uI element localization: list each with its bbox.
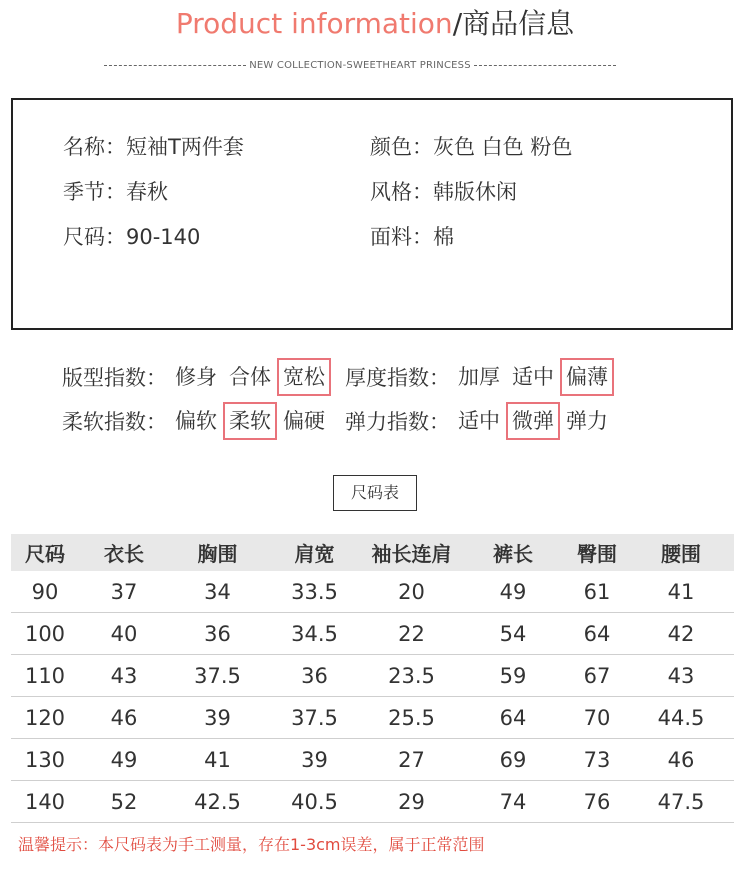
table-cell: 47.5 (657, 789, 705, 814)
table-cell: 43 (667, 663, 695, 688)
table-cell: 33.5 (291, 579, 338, 604)
softness-index-label: 柔软指数： (62, 410, 167, 434)
table-cell: 34.5 (291, 621, 338, 646)
thickness-option-medium: 适中 (512, 365, 554, 389)
header-waist: 腰围 (661, 542, 701, 566)
title-english: Product information (175, 7, 453, 40)
table-cell: 140 (24, 789, 66, 814)
info-size: 尺码：90-140 (63, 225, 201, 249)
table-cell: 39 (301, 747, 328, 772)
softness-option-hard: 偏硬 (283, 409, 325, 433)
elasticity-option-stretch: 弹力 (566, 409, 608, 433)
table-cell: 41 (204, 747, 231, 772)
table-row (11, 655, 734, 697)
measurement-note: 温馨提示：本尺码表为手工测量，存在1-3cm误差，属于正常范围 (18, 835, 485, 854)
table-cell: 40 (110, 621, 138, 646)
table-cell: 61 (583, 579, 611, 604)
table-cell: 110 (24, 663, 66, 688)
table-cell: 73 (583, 747, 611, 772)
thickness-option-thin: 偏薄 (560, 358, 614, 396)
dashed-line-right (474, 65, 616, 66)
table-cell: 41 (667, 579, 695, 604)
table-cell: 46 (667, 747, 695, 772)
product-info-box (11, 98, 733, 330)
table-cell: 44.5 (657, 705, 705, 730)
fit-option-loose: 宽松 (277, 358, 331, 396)
header-hip: 臀围 (577, 542, 617, 566)
table-row (11, 571, 734, 613)
table-cell: 27 (398, 747, 425, 772)
table-cell: 39 (204, 705, 231, 730)
index-row-1 (62, 357, 614, 397)
table-row (11, 697, 734, 739)
table-cell: 20 (398, 579, 425, 604)
subtitle-divider (104, 57, 616, 73)
table-cell: 120 (24, 705, 66, 730)
header-shoulder: 肩宽 (294, 542, 335, 566)
table-cell: 100 (24, 621, 66, 646)
table-cell: 130 (24, 747, 66, 772)
table-cell: 36 (204, 621, 231, 646)
header-pants-length: 裤长 (493, 542, 533, 566)
info-style: 风格：韩版休闲 (370, 180, 517, 204)
thickness-index-label: 厚度指数： (345, 366, 450, 390)
table-cell: 52 (110, 789, 138, 814)
table-cell: 70 (583, 705, 611, 730)
info-color: 颜色：灰色 白色 粉色 (370, 135, 573, 159)
elasticity-index-label: 弹力指数： (345, 410, 450, 434)
size-table-body (11, 571, 734, 823)
table-cell: 37 (110, 579, 138, 604)
fit-index-label: 版型指数： (62, 366, 167, 390)
table-row (11, 613, 734, 655)
title-chinese: /商品信息 (452, 7, 575, 40)
softness-option-medium: 柔软 (223, 402, 277, 440)
size-table (11, 534, 734, 823)
table-cell: 34 (204, 579, 231, 604)
table-cell: 29 (398, 789, 425, 814)
table-cell: 54 (499, 621, 527, 646)
table-cell: 46 (110, 705, 138, 730)
header-chest: 胸围 (197, 542, 238, 566)
size-chart-button[interactable]: 尺码表 (333, 475, 417, 511)
table-cell: 59 (499, 663, 527, 688)
table-cell: 37.5 (291, 705, 338, 730)
table-cell: 42.5 (194, 789, 241, 814)
info-name: 名称：短袖T两件套 (63, 135, 244, 159)
page-title (0, 4, 750, 44)
fit-option-regular: 合体 (229, 365, 271, 389)
table-cell: 74 (499, 789, 527, 814)
dashed-line-left (104, 65, 246, 66)
table-cell: 40.5 (291, 789, 338, 814)
table-cell: 49 (499, 579, 527, 604)
table-row (11, 781, 734, 823)
elasticity-option-medium: 适中 (458, 409, 500, 433)
info-fabric: 面料：棉 (370, 225, 454, 249)
table-cell: 43 (110, 663, 138, 688)
table-cell: 36 (301, 663, 328, 688)
table-cell: 67 (583, 663, 611, 688)
subtitle-text: NEW COLLECTION-SWEETHEART PRINCESS (249, 59, 471, 71)
header-sleeve: 袖长连肩 (371, 542, 452, 566)
table-row (11, 739, 734, 781)
info-season: 季节：春秋 (63, 180, 168, 204)
thickness-option-thick: 加厚 (458, 365, 500, 389)
table-cell: 76 (583, 789, 611, 814)
header-length: 衣长 (104, 542, 144, 566)
index-row-2 (62, 401, 614, 441)
size-table-header (11, 534, 734, 571)
elasticity-option-slight: 微弹 (506, 402, 560, 440)
fit-option-slim: 修身 (175, 365, 217, 389)
table-cell: 90 (31, 579, 59, 604)
table-cell: 22 (398, 621, 425, 646)
table-cell: 37.5 (194, 663, 241, 688)
table-cell: 64 (499, 705, 527, 730)
table-cell: 23.5 (388, 663, 435, 688)
table-cell: 49 (110, 747, 138, 772)
table-cell: 69 (499, 747, 527, 772)
table-cell: 25.5 (388, 705, 435, 730)
table-cell: 42 (667, 621, 695, 646)
softness-option-soft: 偏软 (175, 409, 217, 433)
header-size: 尺码 (25, 542, 65, 566)
table-cell: 64 (583, 621, 611, 646)
